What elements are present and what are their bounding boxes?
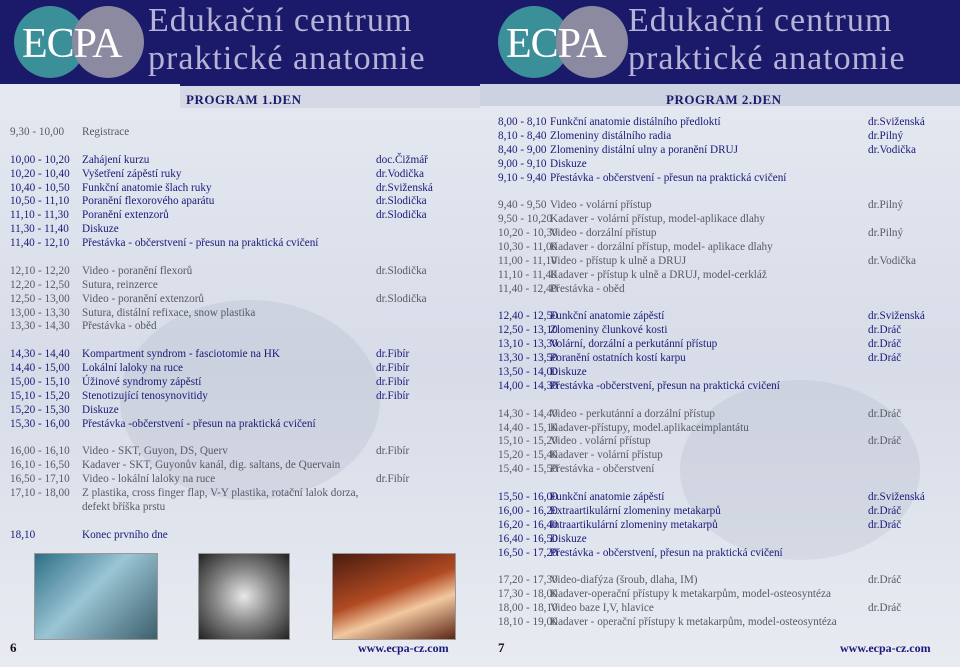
row-activity: Diskuze	[82, 223, 119, 236]
row-activity: Zlomeniny distálního radia	[550, 129, 672, 142]
row-activity: Video - volární přístup	[550, 199, 652, 212]
row-time: 18,10 - 19,00	[498, 616, 558, 629]
schedule-row	[498, 602, 958, 616]
brand-title	[628, 2, 906, 78]
row-doctor: dr.Fibír	[376, 445, 410, 458]
schedule-row	[498, 227, 958, 241]
row-activity: Kadaver - dorzální přístup, model- aplikace dlahy	[550, 241, 773, 254]
schedule-row	[498, 505, 958, 519]
row-time: 11,00 - 11,10	[498, 254, 557, 267]
row-activity: Kadaver - volární přístup	[550, 449, 663, 462]
schedule-row	[498, 574, 958, 588]
photo-operating-room	[34, 553, 158, 640]
row-doctor: dr.Slodička	[376, 195, 427, 208]
row-activity: Registrace	[82, 126, 130, 138]
row-doctor: dr.Dráč	[868, 602, 902, 615]
schedule-row	[498, 283, 958, 297]
row-doctor: dr.Pilný	[868, 129, 904, 142]
schedule-list	[10, 126, 470, 543]
row-activity: Kadaver - operační přístupy k metakarpům, model-osteosyntéza	[550, 616, 837, 629]
schedule-list	[498, 116, 958, 630]
row-time: 13,00 - 13,30	[10, 306, 70, 319]
row-time: 18,10	[10, 528, 36, 541]
header-banner	[0, 0, 480, 84]
row-activity: Přestávka - občerstvení - přesun na praktická cvičení	[82, 237, 319, 250]
schedule-row	[10, 320, 470, 334]
row-doctor: dr.Dráč	[868, 352, 902, 365]
row-time: 10,40 - 10,50	[10, 181, 70, 194]
row-activity: Volární, dorzální a perkutánní přístup	[550, 338, 718, 351]
row-activity: Zlomeniny člunkové kosti	[550, 324, 668, 337]
section-spacer	[498, 185, 958, 199]
row-time: 12,10 - 12,20	[10, 264, 70, 277]
row-time: 11,30 - 11,40	[10, 223, 69, 236]
row-activity: Přestávka - oběd	[82, 320, 157, 333]
row-doctor: dr.Dráč	[868, 324, 902, 337]
section-spacer	[10, 334, 470, 348]
row-time: 12,50 - 13,10	[498, 324, 558, 337]
row-activity: Video . volární přístup	[550, 435, 651, 448]
row-activity: Přestávka - občerstvení, přesun na praktická cvičení	[550, 546, 783, 559]
right-page	[480, 0, 960, 667]
row-time: 15,40 - 15,50	[498, 463, 558, 476]
schedule-row	[498, 616, 958, 630]
schedule-row	[10, 473, 470, 487]
schedule-row	[498, 491, 958, 505]
row-time: 15,50 - 16,00	[498, 491, 558, 504]
row-doctor: dr.Pilný	[868, 199, 904, 212]
section-spacer	[10, 515, 470, 529]
row-activity: Video - perkutánní a dorzální přístup	[550, 407, 715, 420]
row-activity: Funkční anatomie zápěstí	[550, 310, 665, 323]
row-doctor: dr.Fibír	[376, 362, 410, 375]
row-time: 8,10 - 8,40	[498, 129, 547, 142]
row-activity: Video - přístup k ulně a DRUJ	[550, 254, 687, 267]
row-activity: Z plastika, cross finger flap, V-Y plastika, rotační lalok dorza, defekt bříška prstu	[82, 487, 359, 514]
row-time: 9,40 - 9,50	[498, 199, 547, 212]
schedule-row	[10, 376, 470, 390]
schedule-row	[10, 293, 470, 307]
row-time: 16,40 - 16,50	[498, 532, 558, 545]
schedule-row	[10, 209, 470, 223]
row-doctor: dr.Sviženská	[868, 310, 925, 323]
schedule-row	[498, 241, 958, 255]
row-time: 10,50 - 11,10	[10, 195, 70, 208]
schedule-row	[498, 435, 958, 449]
row-activity: Funkční anatomie distálního předloktí	[550, 116, 721, 128]
brand-line-1: Edukační centrum	[148, 2, 413, 39]
section-spacer	[10, 251, 470, 265]
schedule-row	[10, 459, 470, 473]
schedule-row	[498, 408, 958, 422]
ecpa-logo	[14, 6, 144, 78]
schedule-row	[498, 463, 958, 477]
brand-line-2: praktické anatomie	[148, 40, 426, 77]
row-doctor: dr.Dráč	[868, 338, 902, 351]
row-time: 16,10 - 16,50	[10, 459, 70, 472]
brand-title	[148, 2, 426, 78]
row-doctor: dr.Fibír	[376, 348, 410, 361]
row-doctor: dr.Sviženská	[868, 116, 925, 128]
row-activity: Video - poranění extenzorů	[82, 292, 205, 305]
row-activity: Sutura, distální refixace, snow plastika	[82, 306, 256, 319]
row-time: 14,00 - 14,30	[498, 379, 558, 392]
row-time: 16,50 - 17,20	[498, 546, 558, 559]
row-time: 11,10 - 11,30	[10, 209, 69, 222]
row-activity: Kadaver - volární přístup, model-aplikace dlahy	[550, 213, 765, 226]
row-time: 9,50 - 10,20	[498, 213, 553, 226]
ecpa-logo	[498, 6, 628, 78]
row-activity: Video - SKT, Guyon, DS, Querv	[82, 445, 228, 458]
schedule-row	[10, 487, 470, 515]
row-activity: Konec prvního dne	[82, 528, 168, 541]
row-time: 17,30 - 18,00	[498, 588, 558, 601]
schedule-row	[10, 445, 470, 459]
section-spacer	[498, 394, 958, 408]
row-doctor: dr.Vodička	[868, 254, 916, 267]
row-time: 16,00 - 16,10	[10, 445, 70, 458]
row-time: 13,50 - 14,00	[498, 366, 558, 379]
schedule-row	[498, 449, 958, 463]
row-time: 14,40 - 15,00	[10, 362, 70, 375]
row-doctor: dr.Dráč	[868, 518, 902, 531]
schedule-row	[498, 324, 958, 338]
row-activity: Stenotizující tenosynovitidy	[82, 389, 208, 402]
row-activity: Poranění flexorového aparátu	[82, 195, 215, 208]
row-time: 15,00 - 15,10	[10, 376, 70, 389]
schedule-row	[10, 237, 470, 251]
row-time: 18,00 - 18,10	[498, 602, 558, 615]
row-time: 16,50 - 17,10	[10, 473, 70, 486]
schedule-row	[498, 116, 958, 130]
schedule-row	[10, 126, 470, 140]
row-activity: Přestávka - občerstvení - přesun na praktická cvičení	[550, 171, 787, 184]
row-doctor: dr.Dráč	[868, 407, 902, 420]
row-time: 16,00 - 16,20	[498, 504, 558, 517]
row-time: 9,30 - 10,00	[10, 126, 65, 138]
logo-text: ECPA	[506, 21, 606, 67]
schedule-row	[10, 223, 470, 237]
row-time: 9,00 - 9,10	[498, 157, 547, 170]
row-doctor: dr.Vodička	[868, 143, 916, 156]
row-activity: Video-diafýza (šroub, dlaha, IM)	[550, 574, 698, 587]
schedule-row	[498, 255, 958, 269]
schedule-row	[498, 547, 958, 561]
row-activity: Intraartikulární zlomeniny metakarpů	[550, 518, 718, 531]
row-time: 14,30 - 14,40	[10, 348, 70, 361]
row-doctor: dr.Fibír	[376, 389, 410, 402]
row-time: 10,00 - 10,20	[10, 153, 70, 166]
schedule-row	[498, 380, 958, 394]
section-spacer	[498, 561, 958, 575]
section-spacer	[498, 297, 958, 311]
schedule-row	[498, 422, 958, 436]
row-activity: Video - dorzální přístup	[550, 227, 657, 240]
schedule-row	[10, 390, 470, 404]
schedule-row	[498, 269, 958, 283]
row-time: 12,40 - 12,50	[498, 310, 558, 323]
schedule-row	[10, 182, 470, 196]
row-time: 10,20 - 10,30	[498, 227, 558, 240]
row-activity: Diskuze	[550, 532, 587, 545]
row-time: 17,20 - 17,30	[498, 574, 558, 587]
row-activity: Zahájení kurzu	[82, 153, 150, 166]
row-activity: Kadaver-operační přístupy k metakarpům, model-osteosyntéza	[550, 588, 831, 601]
schedule-row	[10, 348, 470, 362]
row-activity: Přestávka - občerstvení	[550, 463, 655, 476]
row-activity: Kadaver-přístupy, model.aplikaceimplantátu	[550, 421, 749, 434]
row-time: 8,40 - 9,00	[498, 143, 547, 156]
row-doctor: doc.Čižmář	[376, 153, 428, 166]
row-time: 14,30 - 14,40	[498, 407, 558, 420]
row-doctor: dr.Sviženská	[376, 181, 433, 194]
schedule-row	[498, 130, 958, 144]
row-time: 11,40 - 12,10	[10, 237, 70, 250]
page-number: 7	[498, 640, 505, 655]
row-activity: Diskuze	[82, 403, 119, 416]
schedule-row	[10, 168, 470, 182]
row-activity: Kadaver - SKT, Guyonův kanál, dig. saltans, de Quervain	[82, 459, 341, 472]
schedule-row	[10, 195, 470, 209]
row-doctor: dr.Fibír	[376, 376, 410, 389]
schedule-row	[10, 362, 470, 376]
row-time: 14,40 - 15,10	[498, 421, 558, 434]
row-activity: Video - lokální laloky na ruce	[82, 473, 216, 486]
row-activity: Video baze I,V, hlavice	[550, 602, 654, 615]
schedule-row	[498, 366, 958, 380]
row-doctor: dr.Dráč	[868, 435, 902, 448]
row-time: 13,30 - 14,30	[10, 320, 70, 333]
schedule-row	[498, 213, 958, 227]
schedule-row	[498, 338, 958, 352]
brand-line-2: praktické anatomie	[628, 40, 906, 77]
schedule-row	[498, 144, 958, 158]
photo-xray	[198, 553, 290, 640]
row-time: 15,20 - 15,30	[10, 403, 70, 416]
row-time: 13,10 - 13,30	[498, 338, 558, 351]
schedule-row	[498, 172, 958, 186]
schedule-row	[498, 533, 958, 547]
row-activity: Přestávka -občerstvení, přesun na praktická cvičení	[550, 379, 780, 392]
row-time: 10,30 - 11,00	[498, 241, 558, 254]
row-time: 15,10 - 15,20	[10, 389, 70, 402]
row-activity: Video - poranění flexorů	[82, 264, 193, 277]
row-doctor: dr.Slodička	[376, 209, 427, 222]
row-time: 15,20 - 15,40	[498, 449, 558, 462]
row-doctor: dr.Dráč	[868, 504, 902, 517]
schedule-row	[498, 588, 958, 602]
row-activity: Diskuze	[550, 157, 587, 170]
row-time: 17,10 - 18,00	[10, 487, 70, 500]
row-activity: Diskuze	[550, 366, 587, 379]
row-time: 16,20 - 16,40	[498, 518, 558, 531]
section-spacer	[10, 432, 470, 446]
website-link[interactable]: www.ecpa-cz.com	[358, 641, 449, 655]
brand-line-1: Edukační centrum	[628, 2, 893, 39]
row-activity: Přestávka -občerstvení - přesun na praktická cvičení	[82, 417, 316, 430]
photo-hand	[332, 553, 456, 640]
row-time: 8,00 - 8,10	[498, 116, 547, 128]
schedule-row	[10, 307, 470, 321]
row-time: 12,20 - 12,50	[10, 278, 70, 291]
schedule-row	[10, 404, 470, 418]
program-title: PROGRAM 1.DEN	[186, 92, 302, 107]
schedule-row	[498, 310, 958, 324]
row-activity: Funkční anatomie šlach ruky	[82, 181, 212, 194]
logo-text: ECPA	[22, 21, 122, 67]
program-title: PROGRAM 2.DEN	[666, 92, 782, 107]
row-activity: Funkční anatomie zápěstí	[550, 491, 665, 504]
row-time: 15,10 - 15,20	[498, 435, 558, 448]
row-time: 13,30 - 13,50	[498, 352, 558, 365]
row-activity: Poranění extenzorů	[82, 209, 169, 222]
row-activity: Vyšetření zápěstí ruky	[82, 167, 182, 180]
row-doctor: dr.Vodička	[376, 167, 424, 180]
schedule-row	[498, 352, 958, 366]
schedule-row	[10, 279, 470, 293]
row-activity: Sutura, reinzerce	[82, 278, 158, 291]
row-activity: Přestávka - oběd	[550, 282, 625, 295]
row-activity: Zlomeniny distální ulny a poranění DRUJ	[550, 143, 738, 156]
schedule-row	[498, 158, 958, 172]
row-doctor: dr.Pilný	[868, 227, 904, 240]
schedule-row	[10, 154, 470, 168]
row-time: 12,50 - 13,00	[10, 292, 70, 305]
header-banner	[480, 0, 960, 84]
row-activity: Kompartment syndrom - fasciotomie na HK	[82, 348, 280, 361]
section-spacer	[10, 140, 470, 154]
section-spacer	[498, 477, 958, 491]
row-doctor: dr.Sviženská	[868, 491, 925, 504]
row-doctor: dr.Slodička	[376, 264, 427, 277]
page-number: 6	[10, 640, 17, 655]
row-doctor: dr.Slodička	[376, 292, 427, 305]
schedule-row	[10, 418, 470, 432]
row-doctor: dr.Fibír	[376, 473, 410, 486]
row-time: 15,30 - 16,00	[10, 417, 70, 430]
row-time: 11,10 - 11,40	[498, 268, 557, 281]
schedule-row	[498, 519, 958, 533]
row-doctor: dr.Dráč	[868, 574, 902, 587]
row-time: 11,40 - 12,40	[498, 282, 558, 295]
row-activity: Úžinové syndromy zápěstí	[82, 376, 202, 389]
row-activity: Lokální laloky na ruce	[82, 362, 183, 375]
row-activity: Poranění ostatních kostí karpu	[550, 352, 686, 365]
schedule-row	[10, 529, 470, 543]
row-time: 9,10 - 9,40	[498, 171, 547, 184]
schedule-row	[498, 199, 958, 213]
website-link[interactable]: www.ecpa-cz.com	[840, 641, 931, 655]
row-activity: Kadaver - přístup k ulně a DRUJ, model-cerkláž	[550, 268, 767, 281]
schedule-row	[10, 265, 470, 279]
row-time: 10,20 - 10,40	[10, 167, 70, 180]
row-activity: Extraartikulární zlomeniny metakarpů	[550, 504, 721, 517]
